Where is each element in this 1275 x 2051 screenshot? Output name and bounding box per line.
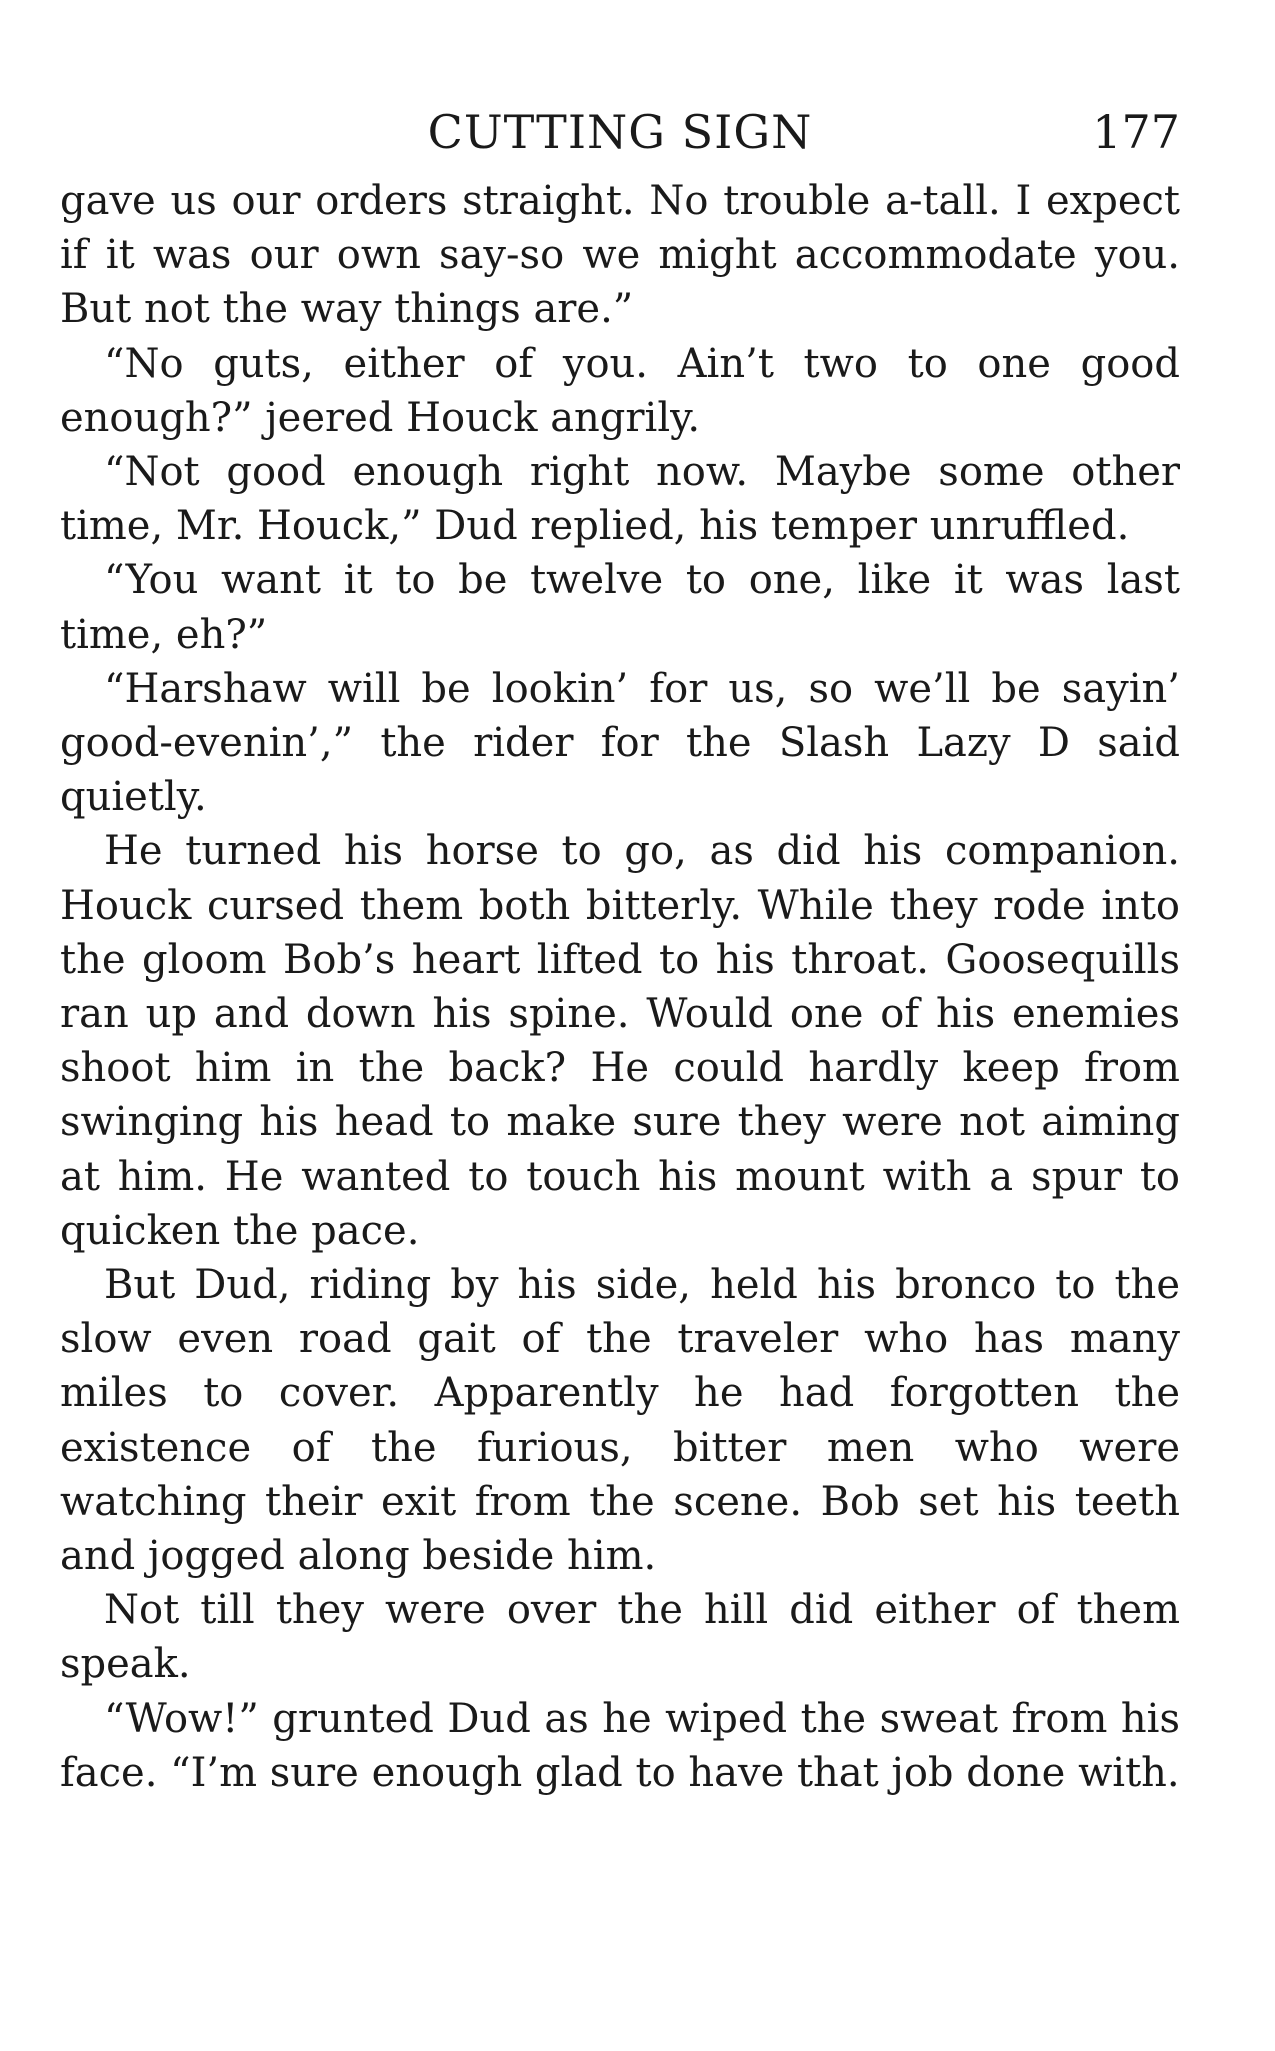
paragraph: “No guts, either of you. Ain’t two to one good enough?” jeered Houck angrily.: [60, 340, 1180, 441]
paragraph: He turned his horse to go, as did his companion. Houck cursed them both bitterly. While they rode into the gloom Bob’s heart lifted to his throat. Goosequills ran up and down his spine. Would one of his enemies shoot him in the back? He could hardly keep from swinging his head to make sure they were not aiming at him. He wanted to touch his mount with a spur to quicken the pace.: [60, 828, 1180, 1254]
paragraph: “Harshaw will be lookin’ for us, so we’ll be sayin’ good-evenin’,” the rider for the Slash Lazy D said quietly.: [60, 665, 1180, 821]
paragraph: “Wow!” grunted Dud as he wiped the sweat from his face. “I’m sure enough glad to have that job done with.: [60, 1695, 1180, 1796]
paragraph: But Dud, riding by his side, held his bronco to the slow even road gait of the traveler who has many miles to cover. Apparently he had forgotten the existence of the furious, bitter men who were watching their exit from the scene. Bob set his teeth and jogged along beside him.: [60, 1262, 1180, 1580]
page-number: 177: [1092, 105, 1180, 159]
paragraph: gave us our orders straight. No trouble a-tall. I expect if it was our own say-so we might accommodate you. But not the way things are.”: [60, 178, 1180, 333]
body-text: [60, 174, 1180, 1800]
paragraph: “You want it to be twelve to one, like it was last time, eh?”: [60, 557, 1180, 658]
book-page: [60, 100, 1180, 1800]
running-head: [60, 100, 1180, 164]
chapter-title: CUTTING SIGN: [427, 105, 813, 159]
paragraph: Not till they were over the hill did either of them speak.: [60, 1587, 1180, 1688]
paragraph: “Not good enough right now. Maybe some other time, Mr. Houck,” Dud replied, his temper unruffled.: [60, 449, 1180, 550]
